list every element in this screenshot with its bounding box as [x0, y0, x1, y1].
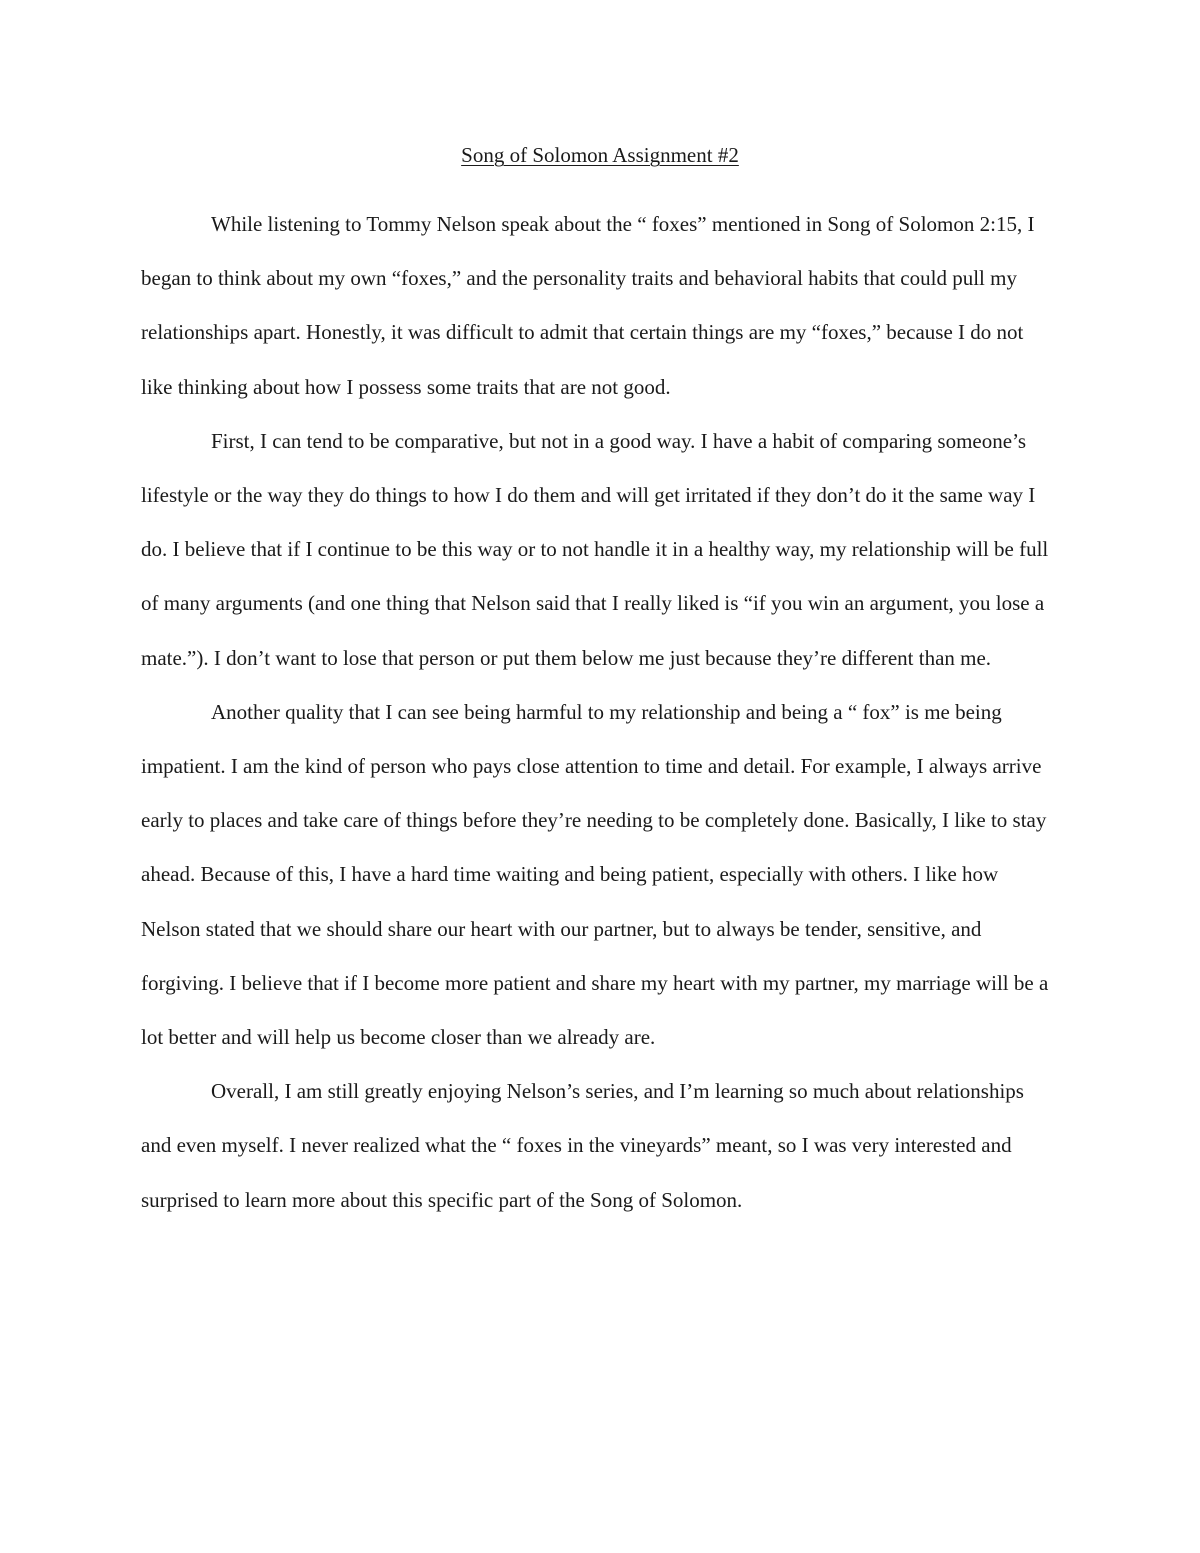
paragraph-intro: While listening to Tommy Nelson speak about the “ foxes” mentioned in Song of Solomon 2:15, I began to think about my own “foxes,” and the personality traits and behavioral habits that could pull my relationships apart. Honestly, it was difficult to admit that certain things are my “foxes,” because I do not like thinking about how I possess some traits that are not good. — [141, 212, 1035, 399]
paragraph-impatient: Another quality that I can see being harmful to my relationship and being a “ fox” is me being impatient. I am the kind of person who pays close attention to time and detail. For example, I always arrive early to places and take care of things before they’re needing to be completely done. Basically, I like to stay ahead. Because of this, I have a hard time waiting and being patient, especially with others. I like how Nelson stated that we should share our heart with our partner, but to always be tender, sensitive, and forgiving. I believe that if I become more patient and share my heart with my partner, my marriage will be a lot better and will help us become closer than we already are. — [141, 699, 1049, 1050]
document-title: Song of Solomon Assignment #2 — [461, 143, 739, 167]
paragraph-comparative: First, I can tend to be comparative, but not in a good way. I have a habit of comparing someone’s lifestyle or the way they do things to how I do them and will get irritated if they don’t do it the same way I do. I believe that if I continue to be this way or to not handle it in a healthy way, my relationship will be full of many arguments (and one thing that Nelson said that I really liked is “if you win an argument, you lose a mate.”). I don’t want to lose that person or put them below me just because they’re different than me. — [141, 428, 1049, 670]
paragraph-conclusion: Overall, I am still greatly enjoying Nelson’s series, and I’m learning so much about relationships and even myself. I never realized what the “ foxes in the vineyards” meant, so I was very interested and surprised to learn more about this specific part of the Song of Solomon. — [141, 1079, 1024, 1212]
document-body — [141, 197, 1059, 1227]
